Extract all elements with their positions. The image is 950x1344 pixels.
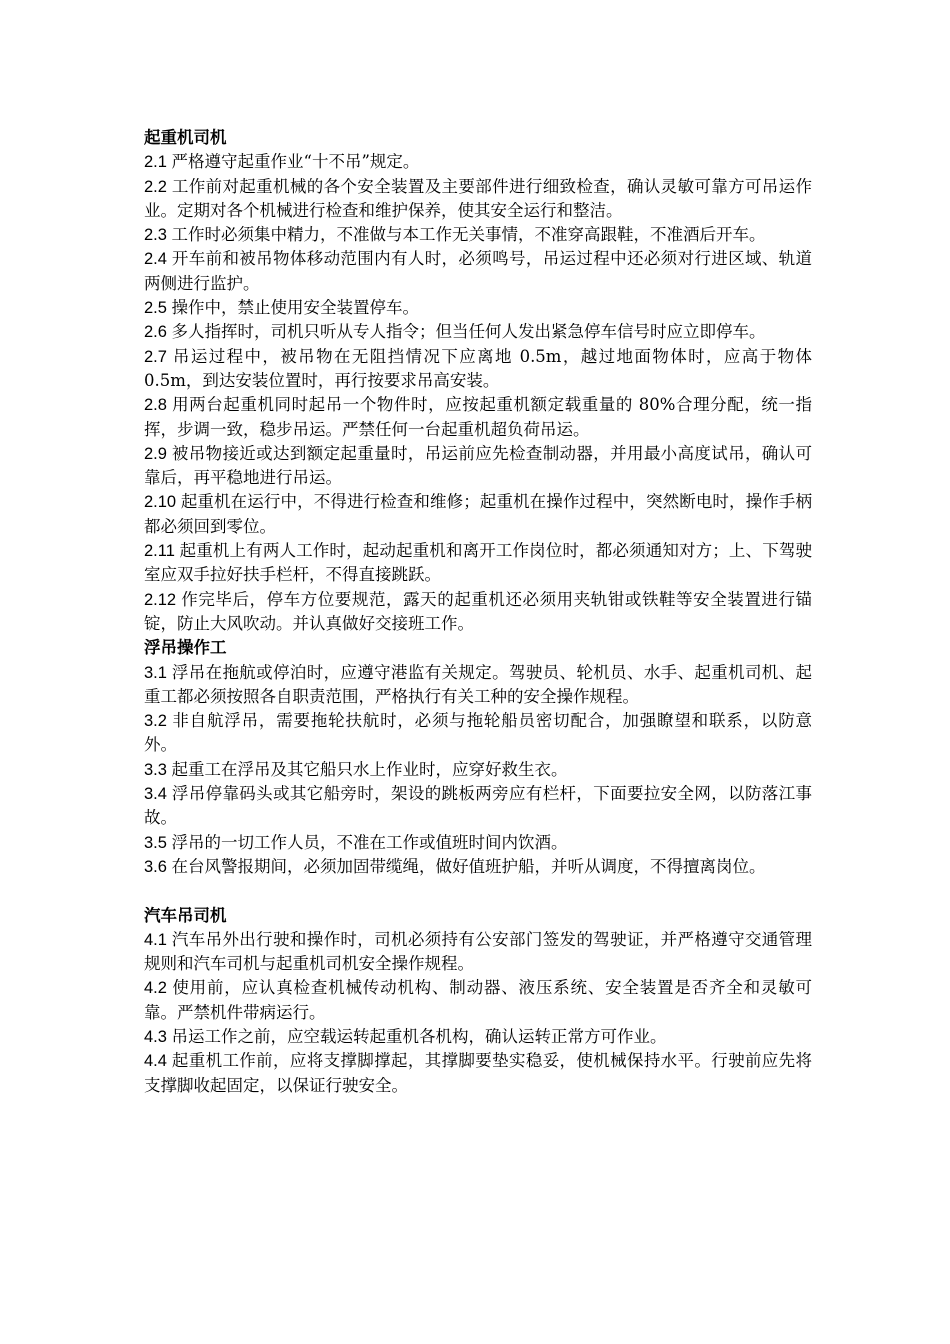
list-item bbox=[144, 345, 812, 394]
list-item bbox=[144, 855, 812, 879]
list-item bbox=[144, 1049, 812, 1098]
item-text: 工作时必须集中精力，不准做与本工作无关事情，不准穿高跟鞋，不准酒后开车。 bbox=[171, 225, 766, 245]
item-text: 非自航浮吊，需要拖轮扶航时，必须与拖轮船员密切配合，加强瞭望和联系，以防意外。 bbox=[144, 711, 813, 755]
item-number: 2.3 bbox=[144, 226, 172, 245]
item-text: 起重机上有两人工作时，起动起重机和离开工作岗位时，都必须通知对方；上、下驾驶室应双手拉好扶手栏杆，不得直接跳跃。 bbox=[144, 541, 812, 585]
item-text: 吊运过程中，被吊物在无阻挡情况下应离地 0.5m，越过地面物体时，应高于物体 0.5m，到达安装位置时，再行按要求吊高安装。 bbox=[144, 346, 812, 390]
item-number: 4.3 bbox=[144, 1027, 172, 1046]
item-number: 2.10 bbox=[144, 493, 181, 512]
item-number: 3.5 bbox=[144, 833, 172, 852]
list-item bbox=[144, 393, 812, 442]
section-title-truck-crane-driver: 汽车吊司机 bbox=[144, 905, 227, 925]
item-number: 2.1 bbox=[144, 153, 172, 172]
list-item bbox=[144, 831, 812, 855]
list-item bbox=[144, 976, 812, 1025]
list-item bbox=[144, 175, 812, 224]
list-item bbox=[144, 782, 812, 831]
item-text: 吊运工作之前，应空载运转起重机各机构，确认运转正常方可作业。 bbox=[171, 1026, 667, 1046]
list-item bbox=[144, 928, 812, 977]
item-number: 2.6 bbox=[144, 323, 172, 342]
item-number: 3.6 bbox=[144, 857, 172, 876]
item-number: 4.2 bbox=[144, 979, 173, 998]
item-number: 3.2 bbox=[144, 712, 173, 731]
section-title-floating-crane-operator: 浮吊操作工 bbox=[144, 638, 227, 658]
item-text: 浮吊停靠码头或其它船旁时，架设的跳板两旁应有栏杆，下面要拉安全网，以防落江事故。 bbox=[144, 784, 813, 828]
item-text: 浮吊的一切工作人员，不准在工作或值班时间内饮酒。 bbox=[171, 832, 568, 852]
item-number: 2.7 bbox=[144, 347, 173, 366]
item-number: 2.2 bbox=[144, 177, 172, 196]
item-number: 2.11 bbox=[144, 542, 180, 561]
section-spacer bbox=[144, 879, 812, 903]
list-item bbox=[144, 150, 812, 174]
item-text: 多人指挥时，司机只听从专人指令；但当任何人发出紧急停车信号时应立即停车。 bbox=[171, 322, 766, 342]
item-text: 作完毕后，停车方位要规范，露天的起重机还必须用夹轨钳或铁鞋等安全装置进行锚锭，防止大风吹动。并认真做好交接班工作。 bbox=[144, 589, 813, 633]
item-number: 3.1 bbox=[144, 663, 172, 682]
list-item bbox=[144, 539, 812, 588]
item-number: 4.4 bbox=[144, 1052, 172, 1071]
item-text: 在台风警报期间，必须加固带缆绳，做好值班护船，并听从调度，不得擅离岗位。 bbox=[171, 856, 766, 876]
item-text: 操作中，禁止使用安全装置停车。 bbox=[171, 298, 420, 318]
item-text: 开车前和被吊物体移动范围内有人时，必须鸣号，吊运过程中还必须对行进区域、轨道两侧进行监护。 bbox=[144, 249, 813, 293]
item-number: 2.4 bbox=[144, 250, 172, 269]
item-number: 3.3 bbox=[144, 760, 172, 779]
item-text: 浮吊在拖航或停泊时，应遵守港监有关规定。驾驶员、轮机员、水手、起重机司机、起重工都必须按照各自职责范围，严格执行有关工种的安全操作规程。 bbox=[144, 662, 813, 706]
item-text: 使用前，应认真检查机械传动机构、制动器、液压系统、安全装置是否齐全和灵敏可靠。严禁机件带病运行。 bbox=[144, 978, 813, 1022]
list-item bbox=[144, 1025, 812, 1049]
list-item bbox=[144, 588, 812, 637]
list-item bbox=[144, 320, 812, 344]
item-number: 4.1 bbox=[144, 930, 172, 949]
list-item bbox=[144, 661, 812, 710]
item-text: 汽车吊外出行驶和操作时，司机必须持有公安部门签发的驾驶证，并严格遵守交通管理规则和汽车司机与起重机司机安全操作规程。 bbox=[144, 929, 813, 974]
item-text: 起重机工作前，应将支撑脚撑起，其撑脚要垫实稳妥，使机械保持水平。行驶前应先将支撑脚收起固定，以保证行驶安全。 bbox=[144, 1051, 813, 1095]
item-number: 2.8 bbox=[144, 396, 173, 415]
list-item bbox=[144, 709, 812, 758]
list-item bbox=[144, 442, 812, 491]
list-item bbox=[144, 490, 812, 539]
item-text: 工作前对起重机械的各个安全装置及主要部件进行细致检查，确认灵敏可靠方可吊运作业。定期对各个机械进行检查和维护保养，使其安全运行和整洁。 bbox=[144, 176, 813, 220]
list-item bbox=[144, 223, 812, 247]
item-text: 被吊物接近或达到额定起重量时，吊运前应先检查制动器，并用最小高度试吊，确认可靠后，再平稳地进行吊运。 bbox=[144, 443, 813, 488]
list-item bbox=[144, 758, 812, 782]
item-number: 3.4 bbox=[144, 785, 172, 804]
item-text: 起重工在浮吊及其它船只水上作业时，应穿好救生衣。 bbox=[171, 759, 568, 779]
item-text: 严格遵守起重作业“十不吊”规定。 bbox=[171, 152, 420, 172]
item-text: 用两台起重机同时起吊一个物件时，应按起重机额定载重量的 80%合理分配，统一指挥，步调一致，稳步吊运。严禁任何一台起重机超负荷吊运。 bbox=[144, 395, 812, 439]
list-item bbox=[144, 247, 812, 296]
item-text: 起重机在运行中，不得进行检查和维修；起重机在操作过程中，突然断电时，操作手柄都必须回到零位。 bbox=[144, 492, 812, 536]
section-title-crane-operator: 起重机司机 bbox=[144, 128, 227, 147]
item-number: 2.5 bbox=[144, 299, 172, 318]
item-number: 2.12 bbox=[144, 590, 182, 609]
item-number: 2.9 bbox=[144, 444, 172, 463]
document-page bbox=[144, 126, 812, 1098]
list-item bbox=[144, 296, 812, 320]
